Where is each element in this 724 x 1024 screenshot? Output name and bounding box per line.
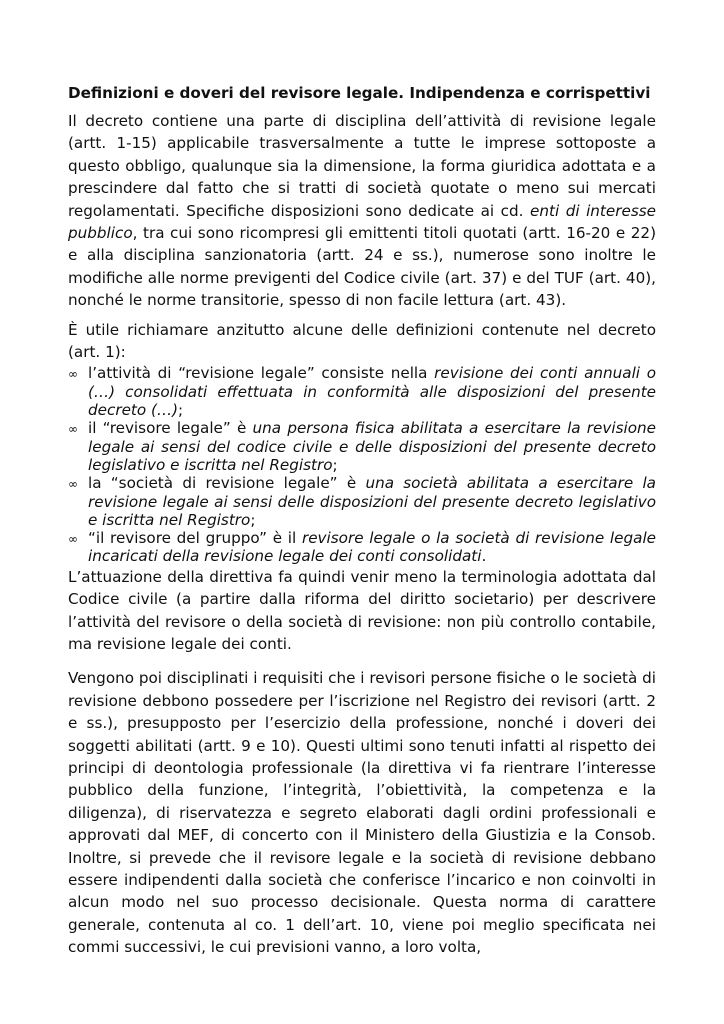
definition-punct: ; bbox=[178, 401, 184, 420]
definition-text: “il revisore del gruppo” è il bbox=[88, 529, 302, 548]
definition-punct: . bbox=[481, 547, 487, 566]
definition-text: il “revisore legale” è bbox=[88, 419, 253, 438]
infinity-bullet-icon: ∞ bbox=[68, 477, 78, 492]
paragraph-requirements: Vengono poi disciplinati i requisiti che i revisori persone fisiche o le società di revisione debbono possedere per l’iscrizione nel Registro dei revisori (artt. 2 e ss.), presupposto per l’esercizio della professione, nonché i doveri dei soggetti abilitati (artt. 9 e 10). Questi ultimi sono tenuti infatti al rispetto dei principi di deontologia professionale (la direttiva vi fa rientrare l’interesse pubblico della funzione, l’integrità, l’obiettività, la competenza e la diligenza), di riservatezza e segreto elaborati dagli ordini professionali e approvati dal MEF, di concerto con il Ministero della Giustizia e la Consob. Inoltre, si prevede che il revisore legale e la società di revisione debbano essere indipendenti dalla società che conferisce l’incarico e non coinvolti in alcun modo nel suo processo decisionale. Questa norma di carattere generale, contenuta al co. 1 dell’art. 10, viene poi meglio specificata nei commi successivi, le cui previsioni vanno, a loro volta, bbox=[68, 669, 656, 957]
paragraph-intro-italic: enti di interesse pubblico bbox=[68, 201, 656, 243]
document-page bbox=[68, 82, 656, 959]
paragraph-intro bbox=[68, 110, 656, 312]
definitions-list bbox=[68, 364, 656, 565]
infinity-bullet-icon: ∞ bbox=[68, 422, 78, 437]
paragraph-intro-text: Il decreto contiene una parte di disciplina dell’attività di revisione legale (artt. 1-15) applicabile trasversalmente a tutte le imprese sottoposte a questo obbligo, qualunque sia la dimensione, la forma giuridica adottata e a prescindere dal fatto che si tratti di società quotate o meno sui mercati regolamentati. Specifiche disposizioni sono dedicate ai cd. bbox=[68, 112, 656, 220]
definition-item bbox=[68, 364, 656, 419]
definition-item bbox=[68, 474, 656, 529]
paragraph-intro-text-end: , tra cui sono ricompresi gli emittenti titoli quotati (artt. 16-20 e 22) e alla disciplina sanzionatoria (artt. 24 e ss.), numerose sono inoltre le modifiche alle norme previgenti del Codice civile (art. 37) e del TUF (art. 40), nonché le norme transitorie, spesso di non facile lettura (art. 43). bbox=[68, 224, 656, 310]
definition-item bbox=[68, 529, 656, 566]
definition-punct: ; bbox=[250, 510, 256, 529]
definition-item bbox=[68, 419, 656, 474]
paragraph-terminology: L’attuazione della direttiva fa quindi venir meno la terminologia adottata dal Codice civile (a partire dalla riforma del diritto societario) per descrivere l’attività del revisore o della società di revisione: non più controllo contabile, ma revisione legale dei conti. bbox=[68, 567, 656, 653]
definition-italic: revisione dei conti annuali o (…) consolidati effettuata in conformità alle disposizioni del presente decreto (…) bbox=[88, 364, 656, 420]
section-title: Definizioni e doveri del revisore legale. Indipendenza e corrispettivi bbox=[68, 84, 651, 102]
definition-italic: revisore legale o la società di revisione legale incaricati della revisione legale dei conti consolidati bbox=[88, 529, 657, 566]
definition-punct: ; bbox=[332, 455, 338, 474]
definition-text: la “società di revisione legale” è bbox=[88, 474, 366, 493]
definition-text: l’attività di “revisione legale” consiste nella bbox=[88, 364, 435, 383]
paragraph-definitions-intro: È utile richiamare anzitutto alcune delle definizioni contenute nel decreto (art. 1): bbox=[68, 320, 656, 362]
infinity-bullet-icon: ∞ bbox=[68, 367, 78, 382]
definition-italic: una società abilitata a esercitare la revisione legale ai sensi delle disposizioni del presente decreto legislativo e iscritta nel Registro bbox=[88, 474, 656, 529]
definition-italic: una persona fisica abilitata a esercitare la revisione legale ai sensi del codice civile e delle disposizioni del presente decreto legislativo e iscritta nel Registro bbox=[88, 419, 656, 474]
infinity-bullet-icon: ∞ bbox=[68, 532, 78, 547]
